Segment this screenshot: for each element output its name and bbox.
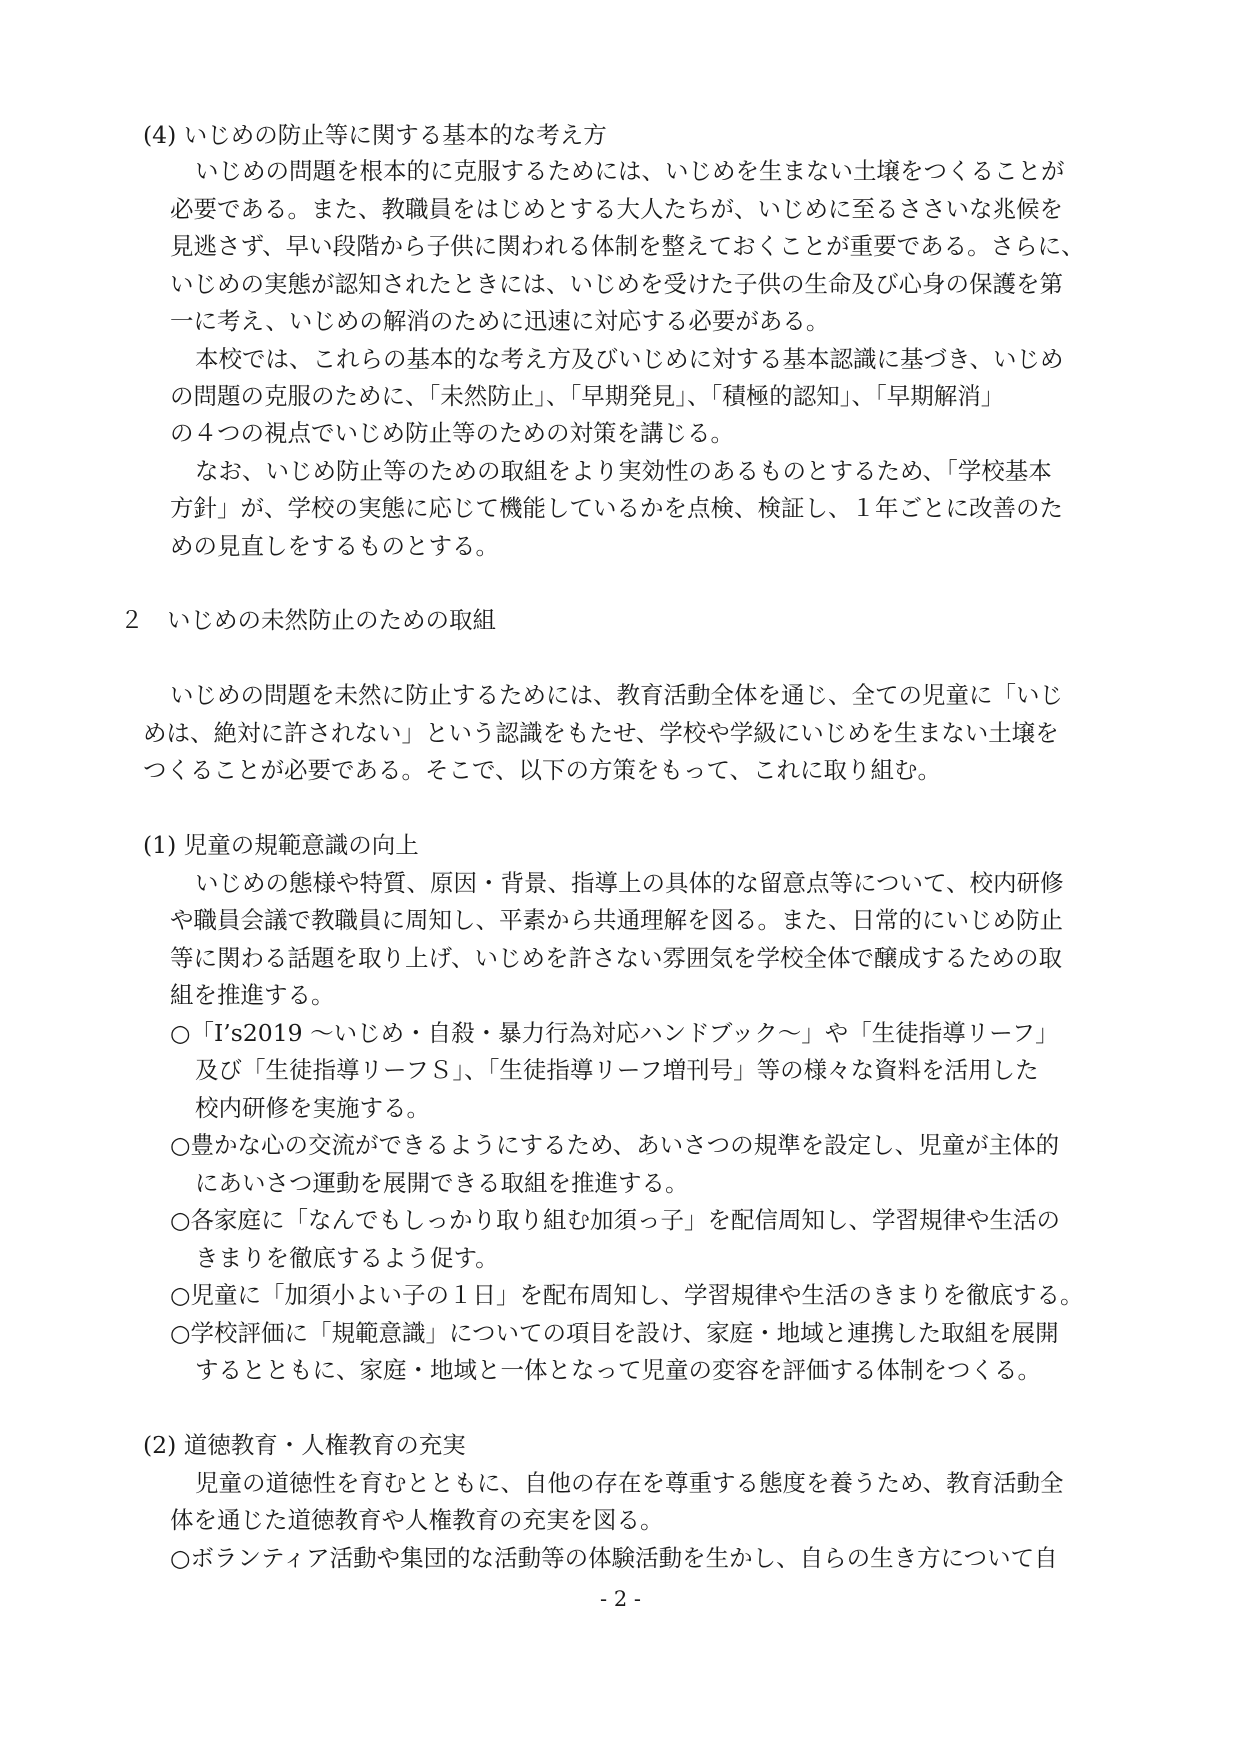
bullet-continuation: 校内研修を実施する。 bbox=[195, 1094, 430, 1122]
paragraph-line: なお、いじめ防止等のための取組をより実効性のあるものとするため、「学校基本 bbox=[195, 457, 1052, 485]
paragraph-line: いじめの実態が認知されたときには、いじめを受けた子供の生命及び心身の保護を第 bbox=[170, 270, 1063, 298]
paragraph-line: 一に考え、いじめの解消のために迅速に対応する必要がある。 bbox=[170, 307, 830, 335]
bullet-item: ○児童に「加須小よい子の１日」を配布周知し、学習規律や生活のきまりを徹底する。 bbox=[170, 1281, 1084, 1309]
paragraph-line: 見逃さず、早い段階から子供に関われる体制を整えておくことが重要である。さらに、 bbox=[170, 232, 1085, 260]
paragraph-line: や職員会議で教職員に周知し、平素から共通理解を図る。また、日常的にいじめ防止 bbox=[170, 906, 1063, 934]
bullet-item: ○各家庭に「なんでもしっかり取り組む加須っ子」を配信周知し、学習規律や生活の bbox=[170, 1206, 1061, 1234]
bullet-item: ○ボランティア活動や集団的な活動等の体験活動を生かし、自らの生き方について自 bbox=[170, 1544, 1058, 1572]
paragraph-line: 児童の道徳性を育むとともに、自他の存在を尊重する態度を養うため、教育活動全 bbox=[195, 1469, 1064, 1497]
bullet-continuation: 及び「生徒指導リーフＳ」、「生徒指導リーフ増刊号」等の様々な資料を活用した bbox=[195, 1056, 1039, 1084]
subsection-2-heading: (2) 道徳教育・人権教育の充実 bbox=[143, 1431, 466, 1459]
page-number: - 2 - bbox=[600, 1587, 641, 1611]
paragraph-line: 方針」が、学校の実態に応じて機能しているかを点検、検証し、１年ごとに改善のた bbox=[170, 494, 1063, 522]
paragraph-line: つくることが必要である。そこで、以下の方策をもって、これに取り組む。 bbox=[143, 756, 942, 784]
paragraph-line: いじめの態様や特質、原因・背景、指導上の具体的な留意点等について、校内研修 bbox=[195, 869, 1064, 897]
paragraph-line: めの見直しをするものとする。 bbox=[170, 532, 499, 560]
bullet-continuation: するとともに、家庭・地域と一体となって児童の変容を評価する体制をつくる。 bbox=[195, 1356, 1041, 1384]
bullet-continuation: きまりを徹底するよう促す。 bbox=[195, 1244, 499, 1272]
subsection-1-heading: (1) 児童の規範意識の向上 bbox=[143, 831, 419, 859]
bullet-item: ○「I’s2019 〜いじめ・自殺・暴力行為対応ハンドブック〜」や「生徒指導リーフ」 bbox=[170, 1019, 1059, 1047]
paragraph-line: 体を通じた道徳教育や人権教育の充実を図る。 bbox=[170, 1506, 664, 1534]
paragraph-line: いじめの問題を未然に防止するためには、教育活動全体を通じ、全ての児童に「いじ bbox=[170, 681, 1063, 709]
paragraph-line: いじめの問題を根本的に克服するためには、いじめを生まない土壌をつくることが bbox=[195, 157, 1065, 185]
paragraph-line: 組を推進する。 bbox=[170, 981, 335, 1009]
section-4-heading: (4) いじめの防止等に関する基本的な考え方 bbox=[143, 121, 607, 149]
paragraph-line: の問題の克服のために、「未然防止」、「早期発見」、「積極的認知」、「早期解消」 bbox=[170, 382, 1005, 410]
paragraph-line: めは、絶対に許されない」という認識をもたせ、学校や学級にいじめを生まない土壌を bbox=[143, 719, 1059, 747]
bullet-continuation: にあいさつ運動を展開できる取組を推進する。 bbox=[195, 1169, 689, 1197]
paragraph-line: 本校では、これらの基本的な考え方及びいじめに対する基本認識に基づき、いじめ bbox=[195, 345, 1064, 373]
bullet-item: ○学校評価に「規範意識」についての項目を設け、家庭・地域と連携した取組を展開 bbox=[170, 1319, 1059, 1347]
paragraph-line: 必要である。また、教職員をはじめとする大人たちが、いじめに至るささいな兆候を bbox=[170, 195, 1063, 223]
paragraph-line: 等に関わる話題を取り上げ、いじめを許さない雰囲気を学校全体で醸成するための取 bbox=[170, 944, 1063, 972]
paragraph-line: の４つの視点でいじめ防止等のための対策を講じる。 bbox=[170, 419, 734, 447]
section-2-heading: ２ いじめの未然防止のための取組 bbox=[120, 606, 496, 634]
bullet-item: ○豊かな心の交流ができるようにするため、あいさつの規準を設定し、児童が主体的 bbox=[170, 1131, 1060, 1159]
